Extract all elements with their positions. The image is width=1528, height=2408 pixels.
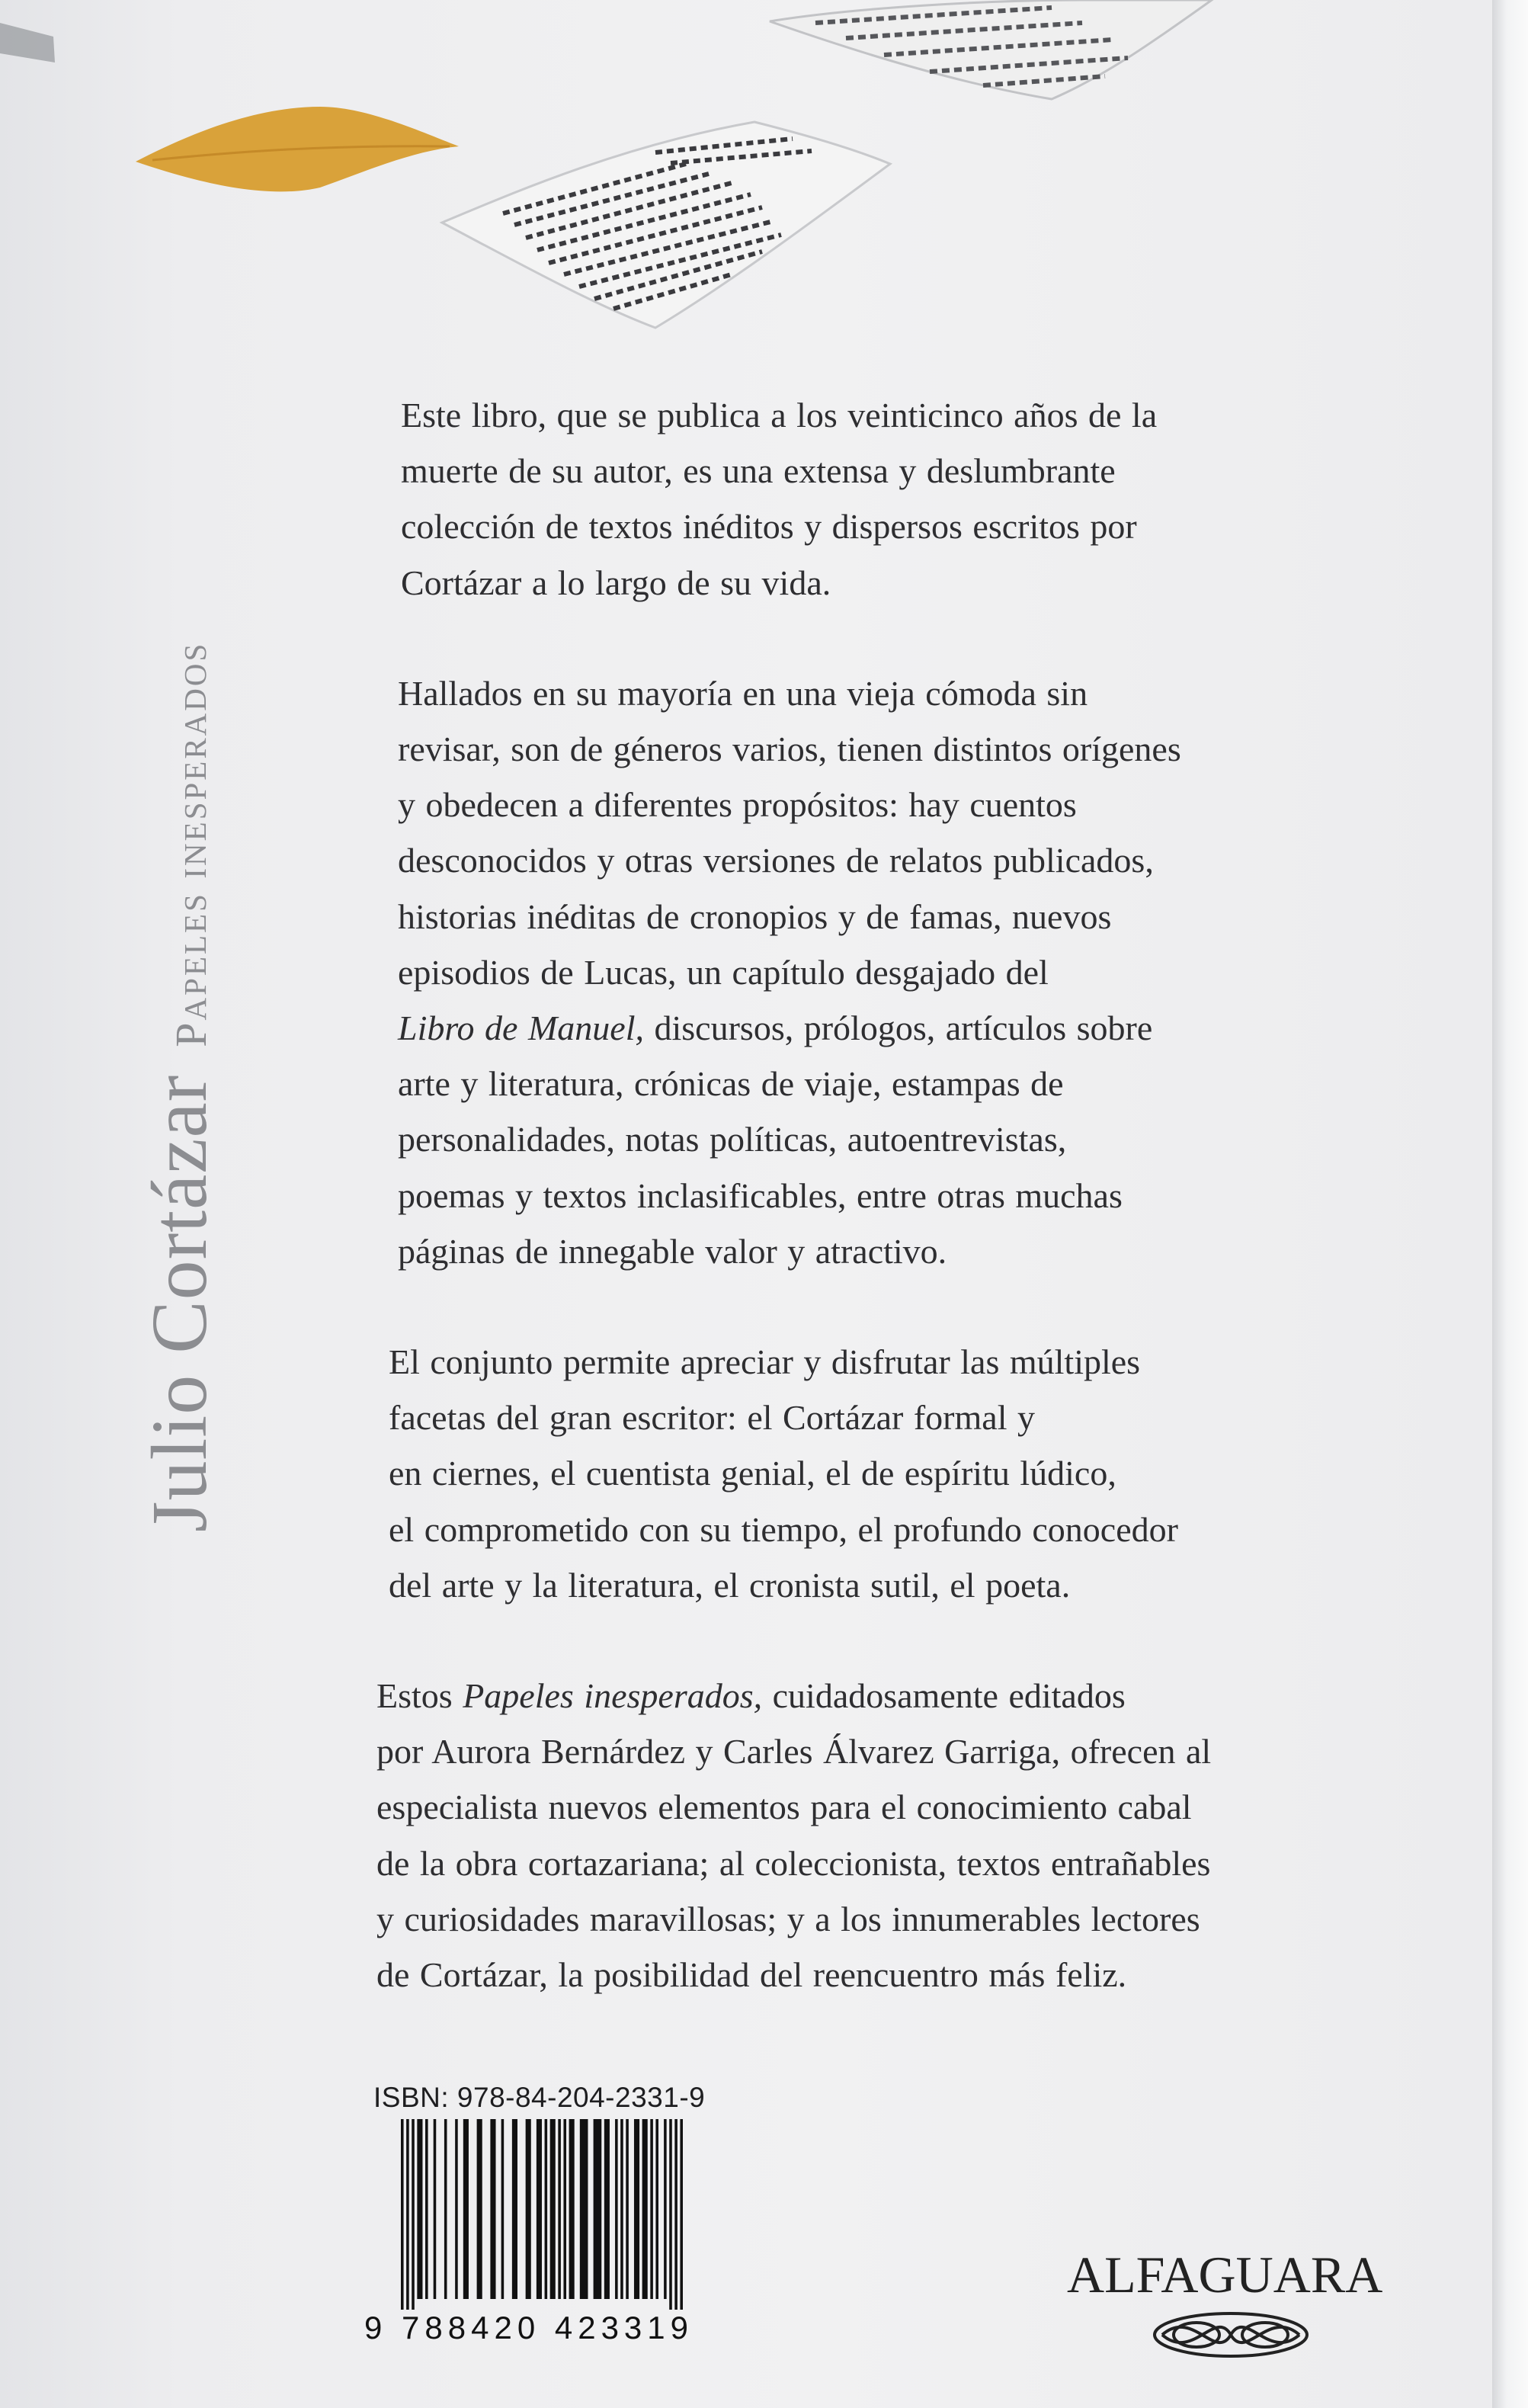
barcode-bar: [417, 2119, 422, 2299]
text-line: [376, 1668, 1379, 1723]
text-line: Cortázar a lo largo de su vida.: [401, 563, 831, 602]
barcode-bar: [490, 2119, 495, 2299]
barcode-bar: [455, 2119, 458, 2299]
barcode-bar: [664, 2119, 667, 2299]
barcode-bar: [620, 2119, 623, 2299]
blurb-paragraph-2: [358, 665, 1379, 1279]
barcode-bar: [558, 2119, 561, 2299]
text-line: en ciernes, el cuentista genial, el de espíritu lúdico,: [389, 1454, 1116, 1493]
barcode-bar: [680, 2119, 683, 2310]
handwritten-paper-top-right: [770, 0, 1212, 99]
text-line: del arte y la literatura, el cronista sutil, el poeta.: [389, 1565, 1071, 1605]
barcode-bar: [569, 2119, 575, 2299]
barcode-bar: [642, 2119, 648, 2299]
text-line: poemas y textos inclasificables, entre otras muchas: [398, 1175, 1123, 1215]
text-line: Hallados en su mayoría en una vieja cómoda sin: [398, 673, 1088, 713]
barcode-bar: [425, 2119, 428, 2299]
barcode-bar: [626, 2119, 629, 2299]
text-line: personalidades, notas políticas, autoentrevistas,: [398, 1120, 1067, 1159]
floating-papers-illustration: [0, 0, 1492, 351]
text-segment: cuidadosamente editados: [762, 1676, 1126, 1716]
barcode-bar: [444, 2119, 447, 2299]
text-line: muerte de su autor, es una extensa y deslumbrante: [401, 451, 1116, 491]
italic-book-title: Papeles inesperados,: [463, 1676, 763, 1716]
barcode-bar: [477, 2119, 482, 2299]
barcode-bar: [512, 2119, 517, 2299]
barcode-bar: [501, 2119, 505, 2299]
text-segment: Estos: [376, 1676, 463, 1716]
text-line: El conjunto permite apreciar y disfrutar las múltiples: [389, 1342, 1141, 1382]
text-line: por Aurora Bernárdez y Carles Álvarez Garriga, ofrecen al: [376, 1732, 1212, 1772]
text-line: arte y literatura, crónicas de viaje, estampas de: [398, 1064, 1064, 1104]
barcode-bar: [463, 2119, 469, 2299]
barcode-bar: [537, 2119, 542, 2299]
blurb-paragraph-4: [358, 1668, 1379, 2002]
text-line: desconocidos y otras versiones de relatos publicados,: [398, 841, 1154, 880]
book-title: Papeles inesperados: [166, 641, 216, 1047]
text-line: Este libro, que se publica a los veinticinco años de la: [401, 396, 1158, 434]
barcode-bar: [412, 2119, 415, 2310]
text-line: revisar, son de géneros varios, tienen distintos orígenes: [398, 729, 1181, 769]
text-line: facetas del gran escritor: el Cortázar formal y: [389, 1398, 1035, 1438]
barcode-bar: [634, 2119, 639, 2299]
handwritten-paper-center: [442, 122, 890, 328]
publisher-name: ALFAGUARA: [1067, 2246, 1383, 2304]
blurb: [358, 387, 1379, 2057]
barcode-bar: [434, 2119, 437, 2299]
barcode-bar: [669, 2119, 672, 2310]
publisher-knot-logo: [1147, 2301, 1315, 2369]
barcode-bar: [650, 2119, 653, 2299]
barcode: [398, 2119, 687, 2310]
text-line: especialista nuevos elementos para el conocimiento cabal: [376, 1788, 1192, 1827]
text-line: de la obra cortazariana; al coleccionista, textos entrañables: [376, 1843, 1211, 1883]
barcode-bar: [401, 2119, 404, 2310]
author-name: Julio Cortázar: [136, 1074, 223, 1532]
barcode-bar: [550, 2119, 556, 2299]
text-line: historias inéditas de cronopios y de famas, nuevos: [398, 896, 1112, 936]
barcode-bar: [655, 2119, 658, 2299]
italic-book-title: Libro de Manuel,: [398, 1008, 644, 1048]
text-line: [398, 1000, 1379, 1056]
text-segment: discursos, prólogos, artículos sobre: [644, 1008, 1153, 1048]
cover-edge: [1492, 0, 1528, 2408]
barcode-digits: 9 788420 423319: [364, 2310, 694, 2345]
barcode-bar: [406, 2119, 409, 2310]
barcode-bar: [674, 2119, 678, 2310]
barcode-bar: [580, 2119, 588, 2299]
vertical-title: [134, 642, 225, 1532]
barcode-bar: [604, 2119, 610, 2299]
text-line: y curiosidades maravillosas; y a los innumerables lectores: [376, 1899, 1200, 1938]
blurb-paragraph-3: [358, 1334, 1379, 1613]
text-line: colección de textos inéditos y dispersos escritos por: [401, 507, 1137, 547]
barcode-bar: [594, 2119, 602, 2299]
text-line: episodios de Lucas, un capítulo desgajado del: [398, 952, 1049, 992]
barcode-bar: [526, 2119, 531, 2299]
text-line: de Cortázar, la posibilidad del reencuentro más feliz.: [376, 1955, 1127, 1995]
isbn-label: ISBN: 978-84-204-2331-9: [373, 2082, 706, 2113]
barcode-bar: [545, 2119, 548, 2299]
barcode-bar: [615, 2119, 618, 2299]
corner-paper-shape: [0, 23, 55, 63]
text-line: y obedecen a diferentes propósitos: hay cuentos: [398, 785, 1077, 825]
text-line: el comprometido con su tiempo, el profundo conocedor: [389, 1509, 1178, 1549]
blurb-paragraph-1: [358, 387, 1379, 611]
text-line: páginas de innegable valor y atractivo.: [398, 1231, 947, 1271]
barcode-bar: [563, 2119, 566, 2299]
